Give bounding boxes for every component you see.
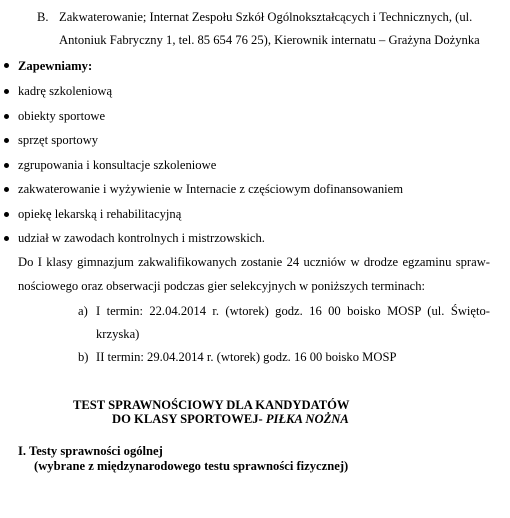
- provide-heading: Zapewniamy:: [18, 59, 93, 73]
- list-item: zgrupowania i konsultacje szkoleniowe: [18, 158, 217, 172]
- test-title-line-2-italic: PIŁKA NOŻNA: [262, 412, 349, 426]
- bullet-icon: [4, 63, 9, 68]
- bullet-icon: [4, 114, 9, 119]
- bullet-icon: [4, 89, 9, 94]
- section-b-line-2: Antoniuk Fabryczny 1, tel. 85 654 76 25), Kierownik internatu – Grażyna Dożynka: [59, 33, 480, 47]
- term-a-line-1: I termin: 22.04.2014 r. (wtorek) godz. 16 00 boisko MOSP (ul. Święto-: [96, 304, 490, 318]
- bullet-icon: [4, 236, 9, 241]
- paragraph-line-1: Do I klasy gimnazjum zakwalifikowanych zostanie 24 uczniów w drodze egzaminu spraw-: [18, 255, 490, 269]
- list-item: obiekty sportowe: [18, 109, 106, 123]
- section-b-line-1: Zakwaterowanie; Internat Zespołu Szkół Ogólnokształcących i Technicznych, (ul.: [59, 10, 473, 24]
- term-a-marker: a): [78, 304, 88, 318]
- bullet-icon: [4, 138, 9, 143]
- bullet-icon: [4, 163, 9, 168]
- section-i-sub: (wybrane z międzynarodowego testu sprawności fizycznej): [34, 459, 349, 473]
- paragraph-line-2: nościowego oraz obserwacji podczas gier selekcyjnych w poniższych terminach:: [18, 279, 426, 293]
- term-b-line-1: II termin: 29.04.2014 r. (wtorek) godz. 16 00 boisko MOSP: [96, 350, 397, 364]
- list-item: udział w zawodach kontrolnych i mistrzowskich.: [18, 231, 265, 245]
- list-item: zakwaterowanie i wyżywienie w Internacie z częściowym dofinansowaniem: [18, 182, 403, 196]
- list-item: opiekę lekarską i rehabilitacyjną: [18, 207, 182, 221]
- test-title-line-2-plain: DO KLASY SPORTOWEJ-: [112, 412, 263, 426]
- section-b-marker: B.: [37, 10, 49, 24]
- term-b-marker: b): [78, 350, 89, 364]
- test-title-line-1: TEST SPRAWNOŚCIOWY DLA KANDYDATÓW: [73, 398, 350, 412]
- section-i-heading: I. Testy sprawności ogólnej: [18, 444, 163, 458]
- term-a-line-2: krzyska): [96, 327, 140, 341]
- bullet-icon: [4, 187, 9, 192]
- list-item: sprzęt sportowy: [18, 133, 99, 147]
- test-title-line-2: [112, 411, 349, 427]
- bullet-icon: [4, 212, 9, 217]
- list-item: kadrę szkoleniową: [18, 84, 113, 98]
